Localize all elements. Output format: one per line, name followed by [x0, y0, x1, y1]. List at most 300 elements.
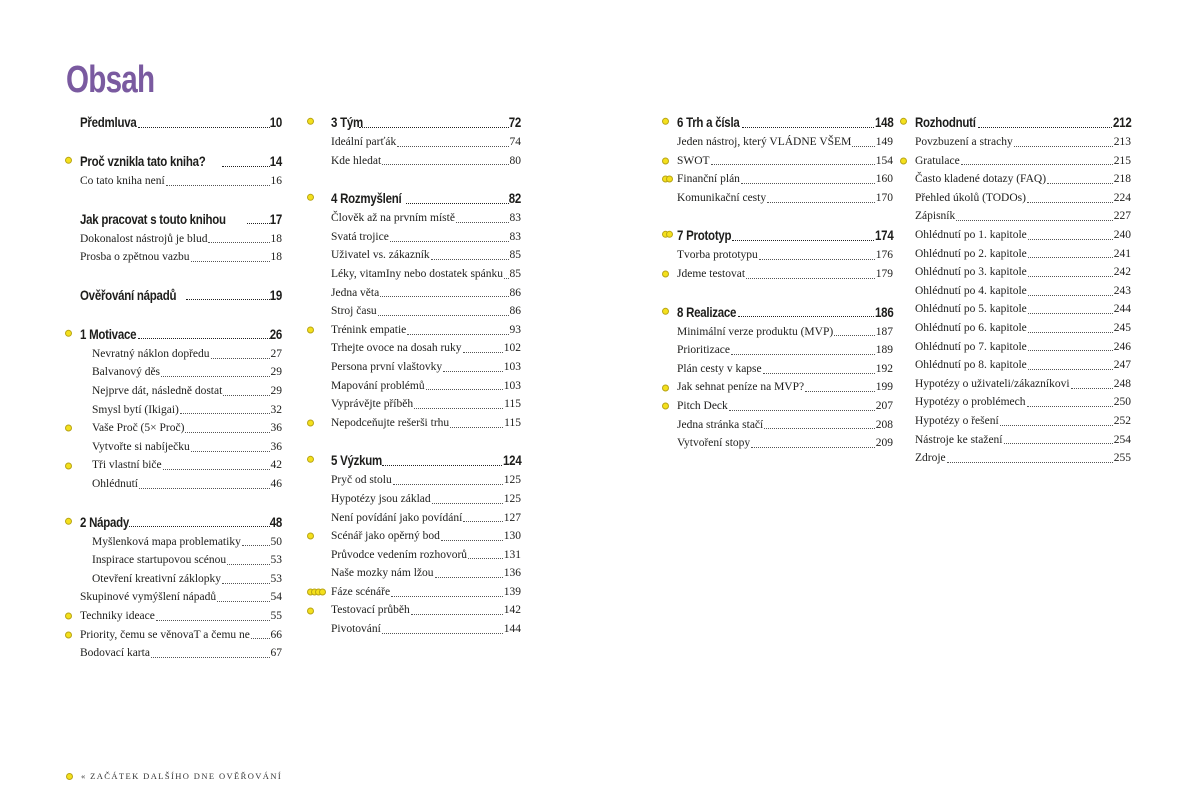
toc-entry[interactable]: [331, 414, 521, 433]
dot-leader: [431, 259, 509, 260]
dot-leader: [751, 447, 875, 448]
dot-leader: [151, 657, 270, 658]
dot-leader: [711, 164, 875, 165]
toc-entry[interactable]: [677, 378, 893, 397]
toc-page-number: 115: [504, 416, 521, 429]
day-marker-icon: [65, 157, 72, 164]
dot-leader: [1028, 332, 1113, 333]
toc-page-number: 189: [875, 344, 893, 357]
toc-entry-title: Nejprve dát, následně dostat: [92, 384, 223, 397]
dot-leader: [956, 220, 1113, 221]
toc-entry[interactable]: [80, 345, 282, 364]
day-marker-icon: [662, 157, 669, 164]
dot-leader: [411, 614, 503, 615]
toc-entry[interactable]: [331, 546, 521, 565]
dot-leader: [382, 164, 508, 165]
day-marker-icon: [65, 613, 72, 620]
dot-leader: [1014, 146, 1113, 147]
toc-entry[interactable]: [331, 601, 521, 620]
toc-page-number: 29: [270, 384, 282, 397]
toc-entry-title: Proč vznikla tato kniha?: [80, 153, 206, 169]
toc-page-number: 148: [874, 114, 893, 130]
toc-entry-title: Uživatel vs. zákazník: [331, 249, 430, 262]
toc-entry[interactable]: [331, 395, 521, 414]
dot-leader: [463, 521, 502, 522]
toc-entry-title: Pivotování: [331, 623, 381, 636]
toc-entry[interactable]: [331, 265, 521, 284]
dot-leader: [441, 540, 503, 541]
dot-leader: [759, 259, 875, 260]
dot-leader: [1027, 202, 1113, 203]
day-marker-icon: [307, 589, 326, 596]
toc-entry[interactable]: [677, 360, 893, 379]
toc-entry[interactable]: [331, 228, 521, 247]
marker-dot-icon: [666, 176, 673, 183]
toc-entry[interactable]: [915, 319, 1131, 338]
toc-column-4: [915, 111, 1131, 468]
toc-page-number: 36: [270, 440, 282, 453]
toc-entry-title: 2 Nápady: [80, 513, 130, 530]
toc-entry[interactable]: [80, 248, 282, 267]
toc-entry[interactable]: [915, 300, 1131, 319]
toc-entry-title: Ideální parťák: [331, 136, 397, 148]
toc-entry[interactable]: [677, 434, 893, 453]
dot-leader: [242, 545, 270, 546]
toc-entry[interactable]: [80, 230, 282, 249]
toc-entry-title: Hypotézy o řešení: [915, 414, 999, 427]
marker-dot-icon: [65, 613, 72, 620]
toc-chapter-heading[interactable]: [80, 111, 282, 133]
toc-entry-title: Hypotézy o uživateli/zákazníkovi: [915, 377, 1070, 390]
toc-entry-title: Zdroje: [915, 452, 946, 465]
toc-page-number: 80: [509, 154, 521, 167]
dot-leader: [217, 601, 269, 602]
toc-chapter-heading[interactable]: [80, 208, 282, 230]
toc-entry[interactable]: [80, 363, 282, 382]
footer-legend: [66, 771, 282, 781]
dot-leader: [391, 596, 503, 597]
toc-entry-title: Ohlédnutí po 3. kapitole: [915, 266, 1027, 279]
toc-page-number: 252: [1113, 414, 1131, 427]
day-marker-icon: [662, 403, 669, 410]
dot-leader: [1071, 388, 1113, 389]
toc-entry-title: Zápisník: [915, 210, 956, 223]
toc-entry-title: Ověřování nápadů: [80, 286, 177, 303]
dot-leader: [129, 526, 270, 527]
marker-dot-icon: [666, 231, 673, 238]
toc-entry-title: 8 Realizace: [677, 303, 737, 320]
dot-leader: [380, 296, 508, 297]
toc-entry[interactable]: [331, 209, 521, 228]
day-marker-icon: [662, 231, 673, 238]
day-marker-icon: [65, 462, 72, 469]
toc-entry[interactable]: [915, 338, 1131, 357]
toc-entry-title: Často kladené dotazy (FAQ): [915, 173, 1047, 186]
toc-page-number: 115: [504, 398, 521, 411]
toc-entry[interactable]: [80, 626, 282, 645]
dot-leader: [222, 583, 269, 584]
toc-entry[interactable]: [331, 358, 521, 377]
toc-entry[interactable]: [331, 620, 521, 639]
toc-page-number: 16: [270, 175, 282, 187]
dot-leader: [414, 408, 503, 409]
day-marker-icon: [65, 425, 72, 432]
dot-leader: [741, 183, 875, 184]
toc-page-number: 85: [509, 249, 521, 262]
toc-entry[interactable]: [677, 265, 893, 284]
toc-entry-title: Tři vlastní biče: [92, 459, 162, 472]
dot-leader: [251, 638, 270, 639]
toc-entry[interactable]: [677, 152, 893, 171]
toc-chapter-heading[interactable]: [80, 150, 282, 172]
day-marker-icon: [662, 384, 669, 391]
section-spacer: [677, 207, 893, 224]
toc-entry[interactable]: [331, 133, 521, 152]
dot-leader: [742, 127, 873, 128]
dot-leader: [732, 240, 873, 241]
toc-entry-title: Trénink empatie: [331, 323, 407, 336]
toc-entry-title: Ohlédnutí po 1. kapitole: [915, 228, 1027, 241]
toc-entry-title: Skupinové vymýšlení nápadů: [80, 591, 217, 604]
toc-page-number: 18: [270, 251, 282, 264]
toc-entry[interactable]: [331, 527, 521, 546]
toc-chapter-heading[interactable]: [677, 111, 893, 133]
toc-entry[interactable]: [331, 321, 521, 340]
dot-leader: [852, 146, 874, 147]
toc-page-number: 86: [509, 305, 521, 318]
toc-entry-title: Kde hledat: [331, 154, 382, 167]
toc-entry[interactable]: [915, 133, 1131, 152]
toc-page-number: 243: [1113, 284, 1131, 297]
toc-page-number: 48: [269, 513, 282, 530]
toc-entry[interactable]: [80, 644, 282, 663]
section-spacer: [331, 432, 521, 449]
toc-entry[interactable]: [915, 449, 1131, 468]
day-marker-icon: [900, 157, 907, 164]
toc-entry-title: Jedna věta: [331, 286, 380, 299]
toc-entry[interactable]: [80, 382, 282, 401]
toc-chapter-heading[interactable]: [915, 111, 1131, 133]
toc-entry[interactable]: [80, 588, 282, 607]
marker-dot-icon: [307, 194, 314, 201]
toc-chapter-heading[interactable]: [677, 301, 893, 323]
toc-page-number: 244: [1113, 303, 1131, 316]
section-spacer: [80, 267, 282, 284]
day-marker-icon: [662, 271, 669, 278]
marker-dot-icon: [900, 157, 907, 164]
day-marker-icon: [307, 327, 314, 334]
toc-entry-title: 3 Tým: [331, 114, 363, 130]
toc-entry-title: Dokonalost nástrojů je blud: [80, 232, 208, 245]
section-spacer: [80, 191, 282, 208]
toc-entry[interactable]: [331, 246, 521, 265]
toc-entry[interactable]: [80, 401, 282, 420]
toc-page-number: 227: [1113, 210, 1131, 223]
marker-dot-icon: [662, 384, 669, 391]
toc-page-number: 224: [1113, 191, 1131, 204]
toc-entry-title: Komunikační cesty: [677, 191, 767, 204]
toc-chapter-heading[interactable]: [677, 224, 893, 246]
toc-entry-title: Inspirace startupovou scénou: [92, 554, 227, 567]
toc-entry[interactable]: [80, 475, 282, 494]
toc-entry-title: 7 Prototyp: [677, 227, 732, 244]
toc-column-3: [677, 111, 893, 453]
toc-entry-title: Ohlédnutí po 6. kapitole: [915, 321, 1027, 334]
toc-page-number: 154: [875, 154, 893, 167]
dot-leader: [390, 241, 509, 242]
toc-entry[interactable]: [915, 356, 1131, 375]
toc-page-number: 103: [503, 360, 521, 373]
marker-dot-icon: [307, 327, 314, 334]
toc-entry[interactable]: [80, 419, 282, 438]
toc-entry-title: Nepodceňujte rešerši trhu: [331, 416, 450, 429]
dot-leader: [163, 469, 270, 470]
toc-entry[interactable]: [331, 564, 521, 583]
toc-entry[interactable]: [331, 302, 521, 321]
day-marker-icon: [307, 456, 314, 463]
toc-entry[interactable]: [677, 189, 893, 208]
toc-entry-title: Předmluva: [80, 114, 137, 130]
toc-page-number: 82: [508, 190, 521, 207]
toc-entry-title: Minimální verze produktu (MVP): [677, 325, 834, 338]
toc-page-number: 83: [509, 230, 521, 243]
dot-leader: [1004, 443, 1113, 444]
dot-leader: [223, 395, 269, 396]
dot-leader: [1028, 313, 1113, 314]
dot-leader: [138, 338, 270, 339]
dot-leader: [432, 503, 503, 504]
toc-entry[interactable]: [915, 245, 1131, 264]
toc-entry[interactable]: [915, 282, 1131, 301]
dot-leader: [947, 462, 1113, 463]
toc-entry[interactable]: [915, 189, 1131, 208]
dot-leader: [378, 315, 509, 316]
toc-entry[interactable]: [80, 438, 282, 457]
toc-entry[interactable]: [915, 412, 1131, 431]
toc-entry-title: Není povídání jako povídání: [331, 511, 463, 524]
toc-page-number: 187: [875, 325, 893, 338]
toc-entry-title: Fáze scénáře: [331, 585, 391, 598]
toc-entry-title: Persona první vlaštovky: [331, 360, 443, 373]
toc-entry-title: Stroj času: [331, 305, 377, 318]
toc-entry-title: Naše mozky nám lžou: [331, 567, 434, 580]
toc-entry[interactable]: [677, 246, 893, 265]
toc-entry[interactable]: [331, 377, 521, 396]
toc-entry[interactable]: [915, 207, 1131, 226]
toc-entry-title: Průvodce vedením rozhovorů: [331, 548, 468, 561]
marker-dot-icon: [307, 456, 314, 463]
toc-page-number: 160: [875, 173, 893, 186]
toc-page-number: 17: [269, 210, 282, 227]
toc-entry-title: Vytvoření stopy: [677, 437, 751, 450]
toc-entry-title: Techniky ideace: [80, 609, 155, 622]
toc-entry[interactable]: [915, 431, 1131, 450]
toc-entry-title: Testovací průběh: [331, 604, 410, 617]
marker-dot-icon: [307, 607, 314, 614]
toc-page-number: 130: [503, 530, 521, 543]
dot-leader: [208, 242, 269, 243]
day-marker-icon: [662, 118, 669, 125]
toc-page-number: 36: [270, 422, 282, 435]
toc-page-number: 125: [503, 492, 521, 505]
toc-entry-title: Myšlenková mapa problematiky: [92, 535, 241, 548]
toc-entry-title: Pitch Deck: [677, 399, 728, 412]
toc-page-number: 149: [875, 136, 893, 148]
toc-page-number: 67: [270, 647, 282, 660]
toc-entry[interactable]: [80, 607, 282, 626]
toc-entry[interactable]: [677, 416, 893, 435]
toc-chapter-heading[interactable]: [331, 111, 521, 133]
dot-leader: [767, 202, 875, 203]
day-marker-icon: [900, 118, 907, 125]
toc-page-number: 29: [270, 366, 282, 379]
toc-entry-title: Člověk až na prvním místě: [331, 212, 455, 225]
dot-leader: [764, 428, 875, 429]
toc-page-number: 212: [1112, 114, 1131, 130]
toc-page-number: 248: [1113, 377, 1131, 390]
toc-entry[interactable]: [80, 533, 282, 552]
dot-leader: [746, 278, 875, 279]
dot-leader: [382, 465, 501, 466]
dot-leader: [382, 633, 503, 634]
toc-page-number: 142: [503, 604, 521, 617]
dot-leader: [407, 334, 508, 335]
toc-entry-title: Hypotézy o problémech: [915, 396, 1026, 409]
toc-entry-title: Jdeme testovat: [677, 267, 746, 280]
dot-leader: [227, 564, 269, 565]
toc-page-number: 103: [503, 379, 521, 392]
toc-entry-title: Priority, čemu se věnovaT a čemu ne: [80, 628, 250, 641]
day-marker-icon: [65, 631, 72, 638]
dot-leader: [463, 352, 503, 353]
toc-page-number: 240: [1113, 228, 1131, 241]
toc-page-number: 93: [509, 323, 521, 336]
toc-chapter-heading[interactable]: [331, 449, 521, 471]
toc-entry[interactable]: [677, 341, 893, 360]
dot-leader: [139, 488, 270, 489]
toc-entry[interactable]: [331, 284, 521, 303]
toc-entry[interactable]: [331, 339, 521, 358]
dot-leader: [834, 335, 875, 336]
dot-leader: [211, 358, 270, 359]
marker-dot-icon: [900, 118, 907, 125]
marker-dot-icon: [65, 425, 72, 432]
day-marker-icon: [307, 118, 314, 125]
section-spacer: [80, 306, 282, 323]
dot-leader: [729, 410, 875, 411]
page-title: Obsah: [66, 59, 155, 102]
footer-text: « ZAČÁTEK DALŠÍHO DNE OVĚŘOVÁNÍ: [81, 771, 283, 781]
toc-page-number: 54: [270, 591, 282, 604]
toc-page-number: 102: [503, 342, 521, 355]
toc-page-number: 179: [875, 267, 893, 280]
toc-entry[interactable]: [677, 133, 893, 152]
toc-entry[interactable]: [915, 226, 1131, 245]
toc-entry-title: Ohlédnutí po 5. kapitole: [915, 303, 1027, 316]
dot-leader: [978, 127, 1112, 128]
dot-leader: [161, 376, 269, 377]
toc-entry-title: Otevření kreativní záklopky: [92, 572, 222, 585]
toc-page-number: 192: [875, 362, 893, 375]
toc-entry[interactable]: [331, 490, 521, 509]
toc-entry[interactable]: [677, 323, 893, 342]
toc-entry[interactable]: [331, 509, 521, 528]
toc-entry-title: Plán cesty v kapse: [677, 362, 762, 375]
marker-dot-icon: [307, 420, 314, 427]
toc-entry-title: Pryč od stolu: [331, 474, 392, 487]
toc-page-number: 207: [875, 399, 893, 412]
marker-dot-icon: [662, 157, 669, 164]
toc-page-number: 27: [270, 347, 282, 360]
toc-entry-title: 5 Výzkum: [331, 452, 382, 469]
toc-entry[interactable]: [80, 570, 282, 589]
toc-page-number: 245: [1113, 321, 1131, 334]
dot-leader: [191, 261, 270, 262]
toc-page-number: 136: [503, 567, 521, 580]
dot-leader: [138, 127, 270, 128]
day-marker-icon: [307, 607, 314, 614]
toc-entry-title: Hypotézy jsou základ: [331, 492, 431, 505]
toc-entry[interactable]: [915, 263, 1131, 282]
toc-page-number: 55: [270, 609, 282, 622]
toc-entry-title: Vyprávějte příběh: [331, 398, 414, 411]
toc-entry[interactable]: [915, 375, 1131, 394]
toc-entry[interactable]: [331, 471, 521, 490]
toc-entry-title: Jak sehnat peníze na MVP?: [677, 381, 805, 394]
toc-entry[interactable]: [80, 551, 282, 570]
toc-entry[interactable]: [331, 152, 521, 171]
toc-page-number: 246: [1113, 340, 1131, 353]
toc-entry[interactable]: [915, 170, 1131, 189]
dot-leader: [166, 185, 270, 186]
toc-entry[interactable]: [677, 170, 893, 189]
toc-entry[interactable]: [915, 393, 1131, 412]
dot-leader: [397, 146, 508, 147]
toc-entry-title: Balvanový děs: [92, 366, 161, 379]
toc-entry-title: Jak pracovat s touto knihou: [80, 210, 226, 227]
toc-entry-title: Co tato kniha není: [80, 175, 165, 187]
dot-leader: [435, 577, 503, 578]
toc-entry-title: 1 Motivace: [80, 325, 137, 342]
dot-leader: [359, 127, 509, 128]
dot-leader: [186, 299, 270, 300]
toc-entry-title: Léky, vitamIny nebo dostatek spánku: [331, 267, 504, 280]
dot-leader: [450, 427, 503, 428]
dot-leader: [426, 389, 503, 390]
toc-chapter-heading[interactable]: [80, 323, 282, 345]
dot-leader: [456, 222, 509, 223]
toc-chapter-heading[interactable]: [80, 284, 282, 306]
toc-entry[interactable]: [80, 456, 282, 475]
toc-entry[interactable]: [915, 152, 1131, 171]
toc-entry[interactable]: [677, 397, 893, 416]
toc-entry-title: Ohlédnutí: [92, 477, 138, 490]
marker-dot-icon: [307, 118, 314, 125]
toc-page-number: 209: [875, 437, 893, 450]
toc-page-number: 72: [508, 114, 521, 130]
toc-chapter-heading[interactable]: [331, 187, 521, 209]
day-marker-icon: [307, 533, 314, 540]
toc-page-number: 19: [269, 286, 282, 303]
dot-leader: [180, 413, 270, 414]
toc-chapter-heading[interactable]: [80, 511, 282, 533]
toc-entry[interactable]: [80, 172, 282, 191]
toc-entry[interactable]: [331, 583, 521, 602]
dot-leader: [1047, 183, 1113, 184]
toc-page-number: 250: [1113, 396, 1131, 409]
dot-leader: [191, 451, 270, 452]
toc-page-number: 139: [503, 585, 521, 598]
